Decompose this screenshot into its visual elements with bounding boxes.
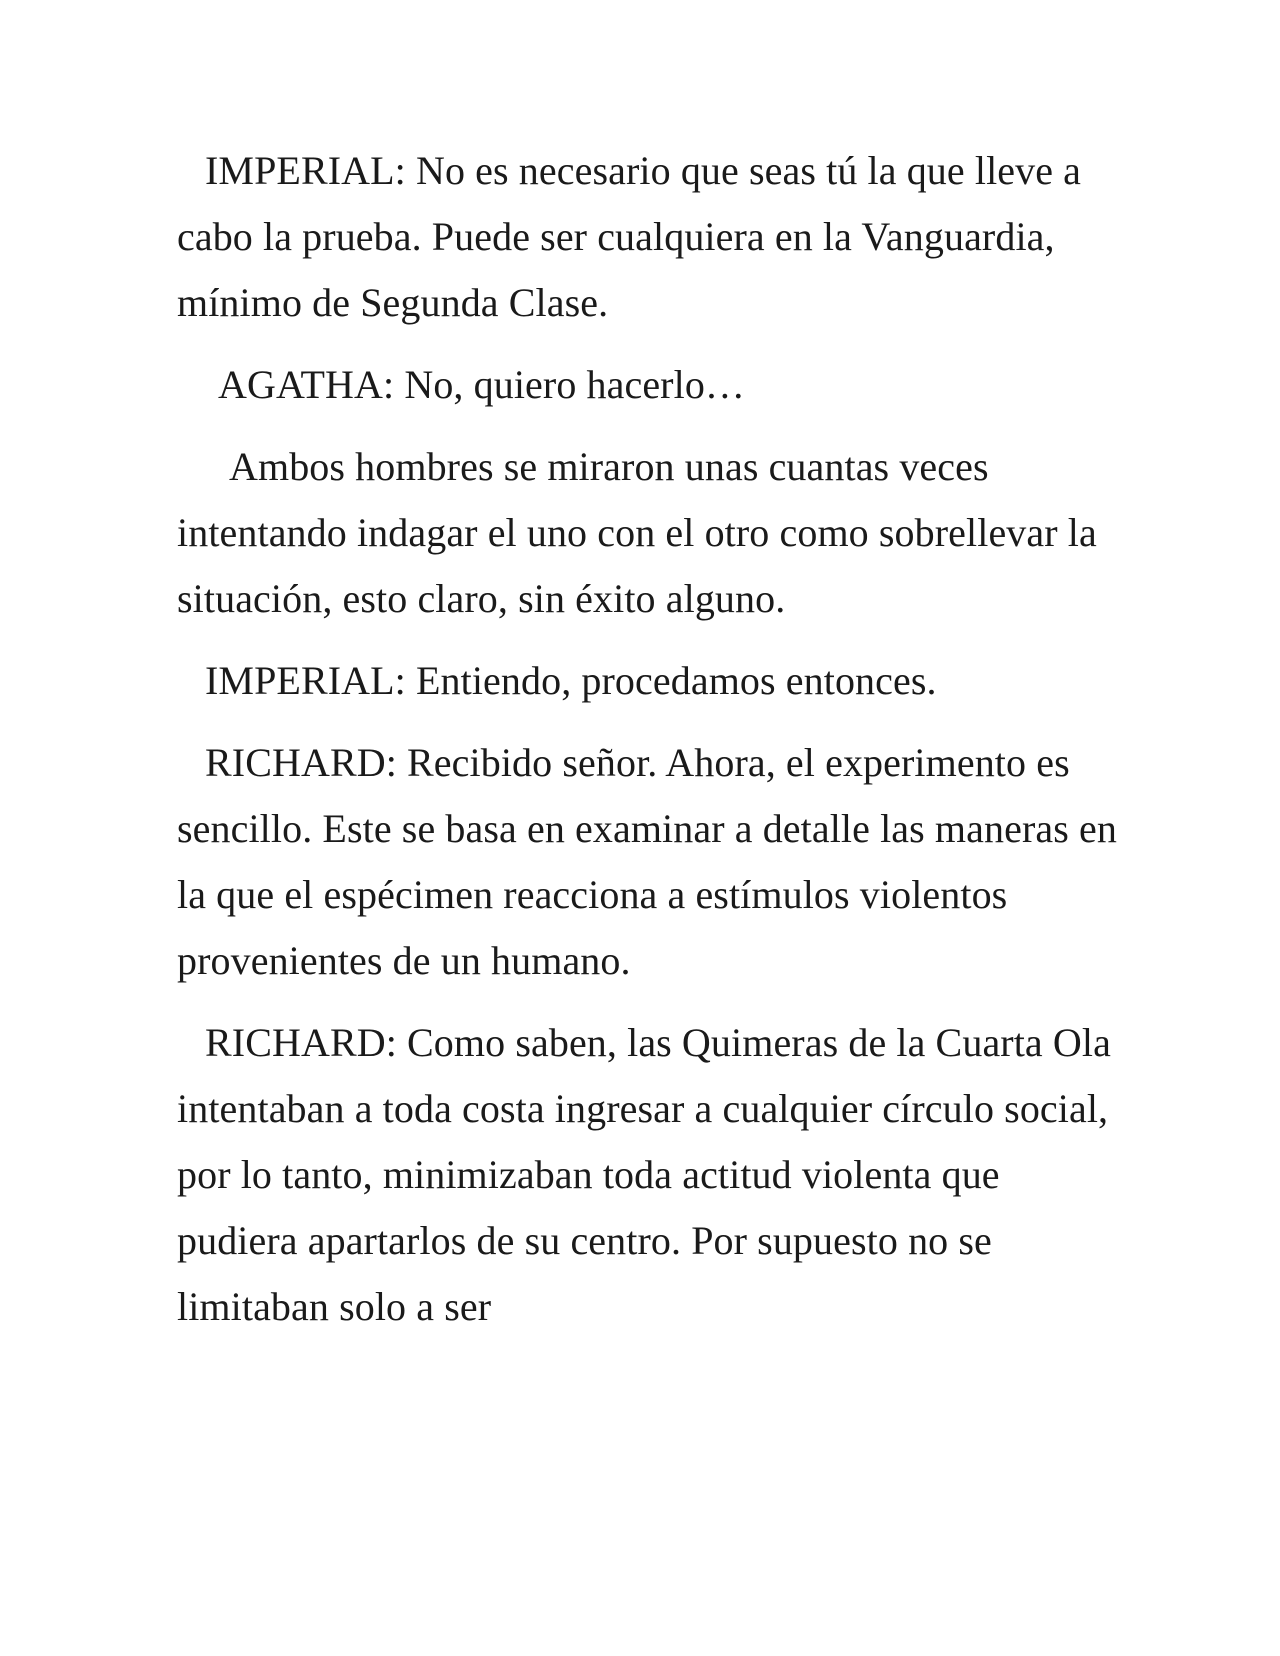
paragraph-agatha: AGATHA: No, quiero hacerlo…	[218, 362, 746, 407]
paragraph-richard-2: RICHARD: Como saben, las Quimeras de la Cuarta Ola intentaban a toda costa ingresar a cualquier círculo social, por lo tanto, minimizaban toda actitud violenta que pudiera apartarlos de su centro. Por supuesto no se limitaban solo a ser	[177, 1020, 1111, 1329]
paragraph-richard-1: RICHARD: Recibido señor. Ahora, el experimento es sencillo. Este se basa en examinar a detalle las maneras en la que el espécimen reacciona a estímulos violentos provenientes de un humano.	[177, 740, 1117, 983]
paragraph-narration: Ambos hombres se miraron unas cuantas veces intentando indagar el uno con el otro como sobrellevar la situación, esto claro, sin éxito alguno.	[177, 444, 1097, 621]
paragraph-imperial-1: IMPERIAL: No es necesario que seas tú la que lleve a cabo la prueba. Puede ser cualquiera en la Vanguardia, mínimo de Segunda Clase.	[177, 148, 1082, 325]
body-text	[177, 138, 1127, 1356]
paragraph-imperial-2: IMPERIAL: Entiendo, procedamos entonces.	[205, 658, 937, 703]
